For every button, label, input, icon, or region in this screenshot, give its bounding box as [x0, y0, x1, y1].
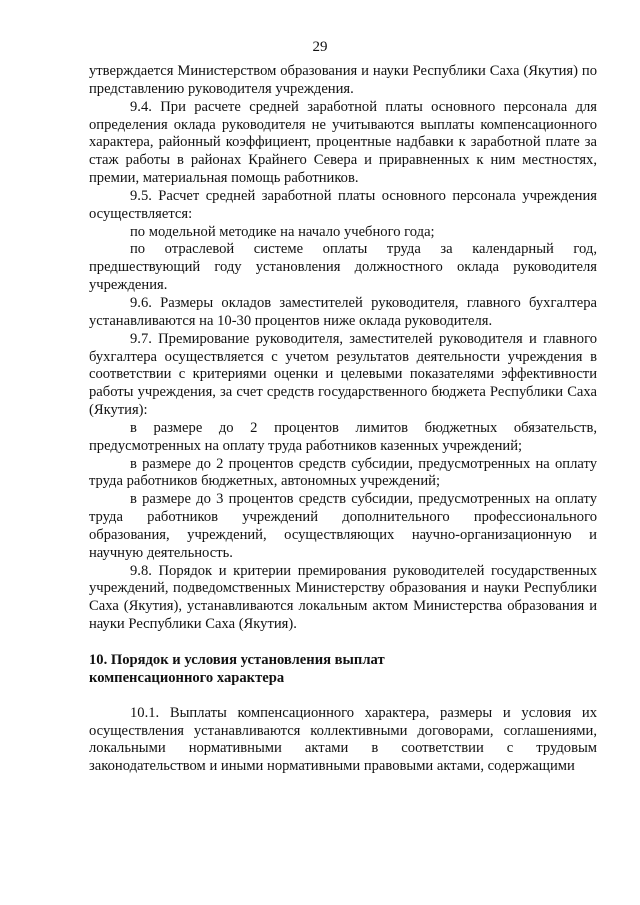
spacer [89, 634, 597, 652]
section-heading-line-1: 10. Порядок и условия установления выплат [89, 652, 385, 668]
page-number: 29 [312, 39, 328, 55]
paragraph: 9.6. Размеры окладов заместителей руководителя, главного бухгалтера устанавливаются на 10-30 процентов ниже оклада руководителя. [89, 294, 597, 329]
paragraph: в размере до 2 процентов средств субсидии, предусмотренных на оплату труда работников бюджетных, автономных учреждений; [89, 455, 597, 490]
paragraph: 9.8. Порядок и критерии премирования руководителей государственных учреждений, подведомственных Министерству образования и науки Республики Саха (Якутия), устанавливаются локальным актом Министерства образования и науки Республики Саха (Якутия). [89, 562, 597, 633]
paragraph: 10.1. Выплаты компенсационного характера, размеры и условия их осуществления устанавливаются коллективными договорами, соглашениями, локальными нормативными актами в соответствии с трудовым законодательством и иными нормативными правовыми актами, содержащими [89, 704, 597, 775]
document-body [89, 63, 597, 776]
paragraphs-after-heading [89, 705, 597, 776]
section-heading-line-2: компенсационного характера [89, 669, 285, 686]
paragraph: по отраслевой системе оплаты труда за календарный год, предшествующий году установления должностного оклада руководителя учреждения. [89, 241, 597, 294]
paragraphs-before-heading [89, 63, 597, 634]
paragraph: по модельной методике на начало учебного года; [130, 223, 435, 240]
paragraph: в размере до 2 процентов лимитов бюджетных обязательств, предусмотренных на оплату труда работников казенных учреждений; [89, 419, 597, 454]
spacer [89, 688, 597, 705]
paragraph: в размере до 3 процентов средств субсидии, предусмотренных на оплату труда работников учреждений дополнительного профессионального образования, учреждений, осуществляющих научно-организационную и научную деятельность. [89, 491, 597, 561]
paragraph: 9.7. Премирование руководителя, заместителей руководителя и главного бухгалтера осуществляется с учетом результатов деятельности учреждения в соответствии с критериями оценки и целевыми показателями эффективности работы учреждения, за счет средств государственного бюджета Республики Саха (Якутия): [89, 330, 597, 419]
paragraph: 9.4. При расчете средней заработной платы основного персонала для определения оклада руководителя не учитываются выплаты компенсационного характера, районный коэффициент, процентные надбавки к заработной плате за стаж работы в районах Крайнего Севера и приравненных к ним местностях, премии, материальная помощь работников. [89, 98, 597, 187]
section-heading [89, 652, 597, 688]
paragraph: 9.5. Расчет средней заработной платы основного персонала учреждения осуществляется: [89, 187, 597, 222]
paragraph: утверждается Министерством образования и науки Республики Саха (Якутия) по представлению руководителя учреждения. [89, 63, 597, 97]
